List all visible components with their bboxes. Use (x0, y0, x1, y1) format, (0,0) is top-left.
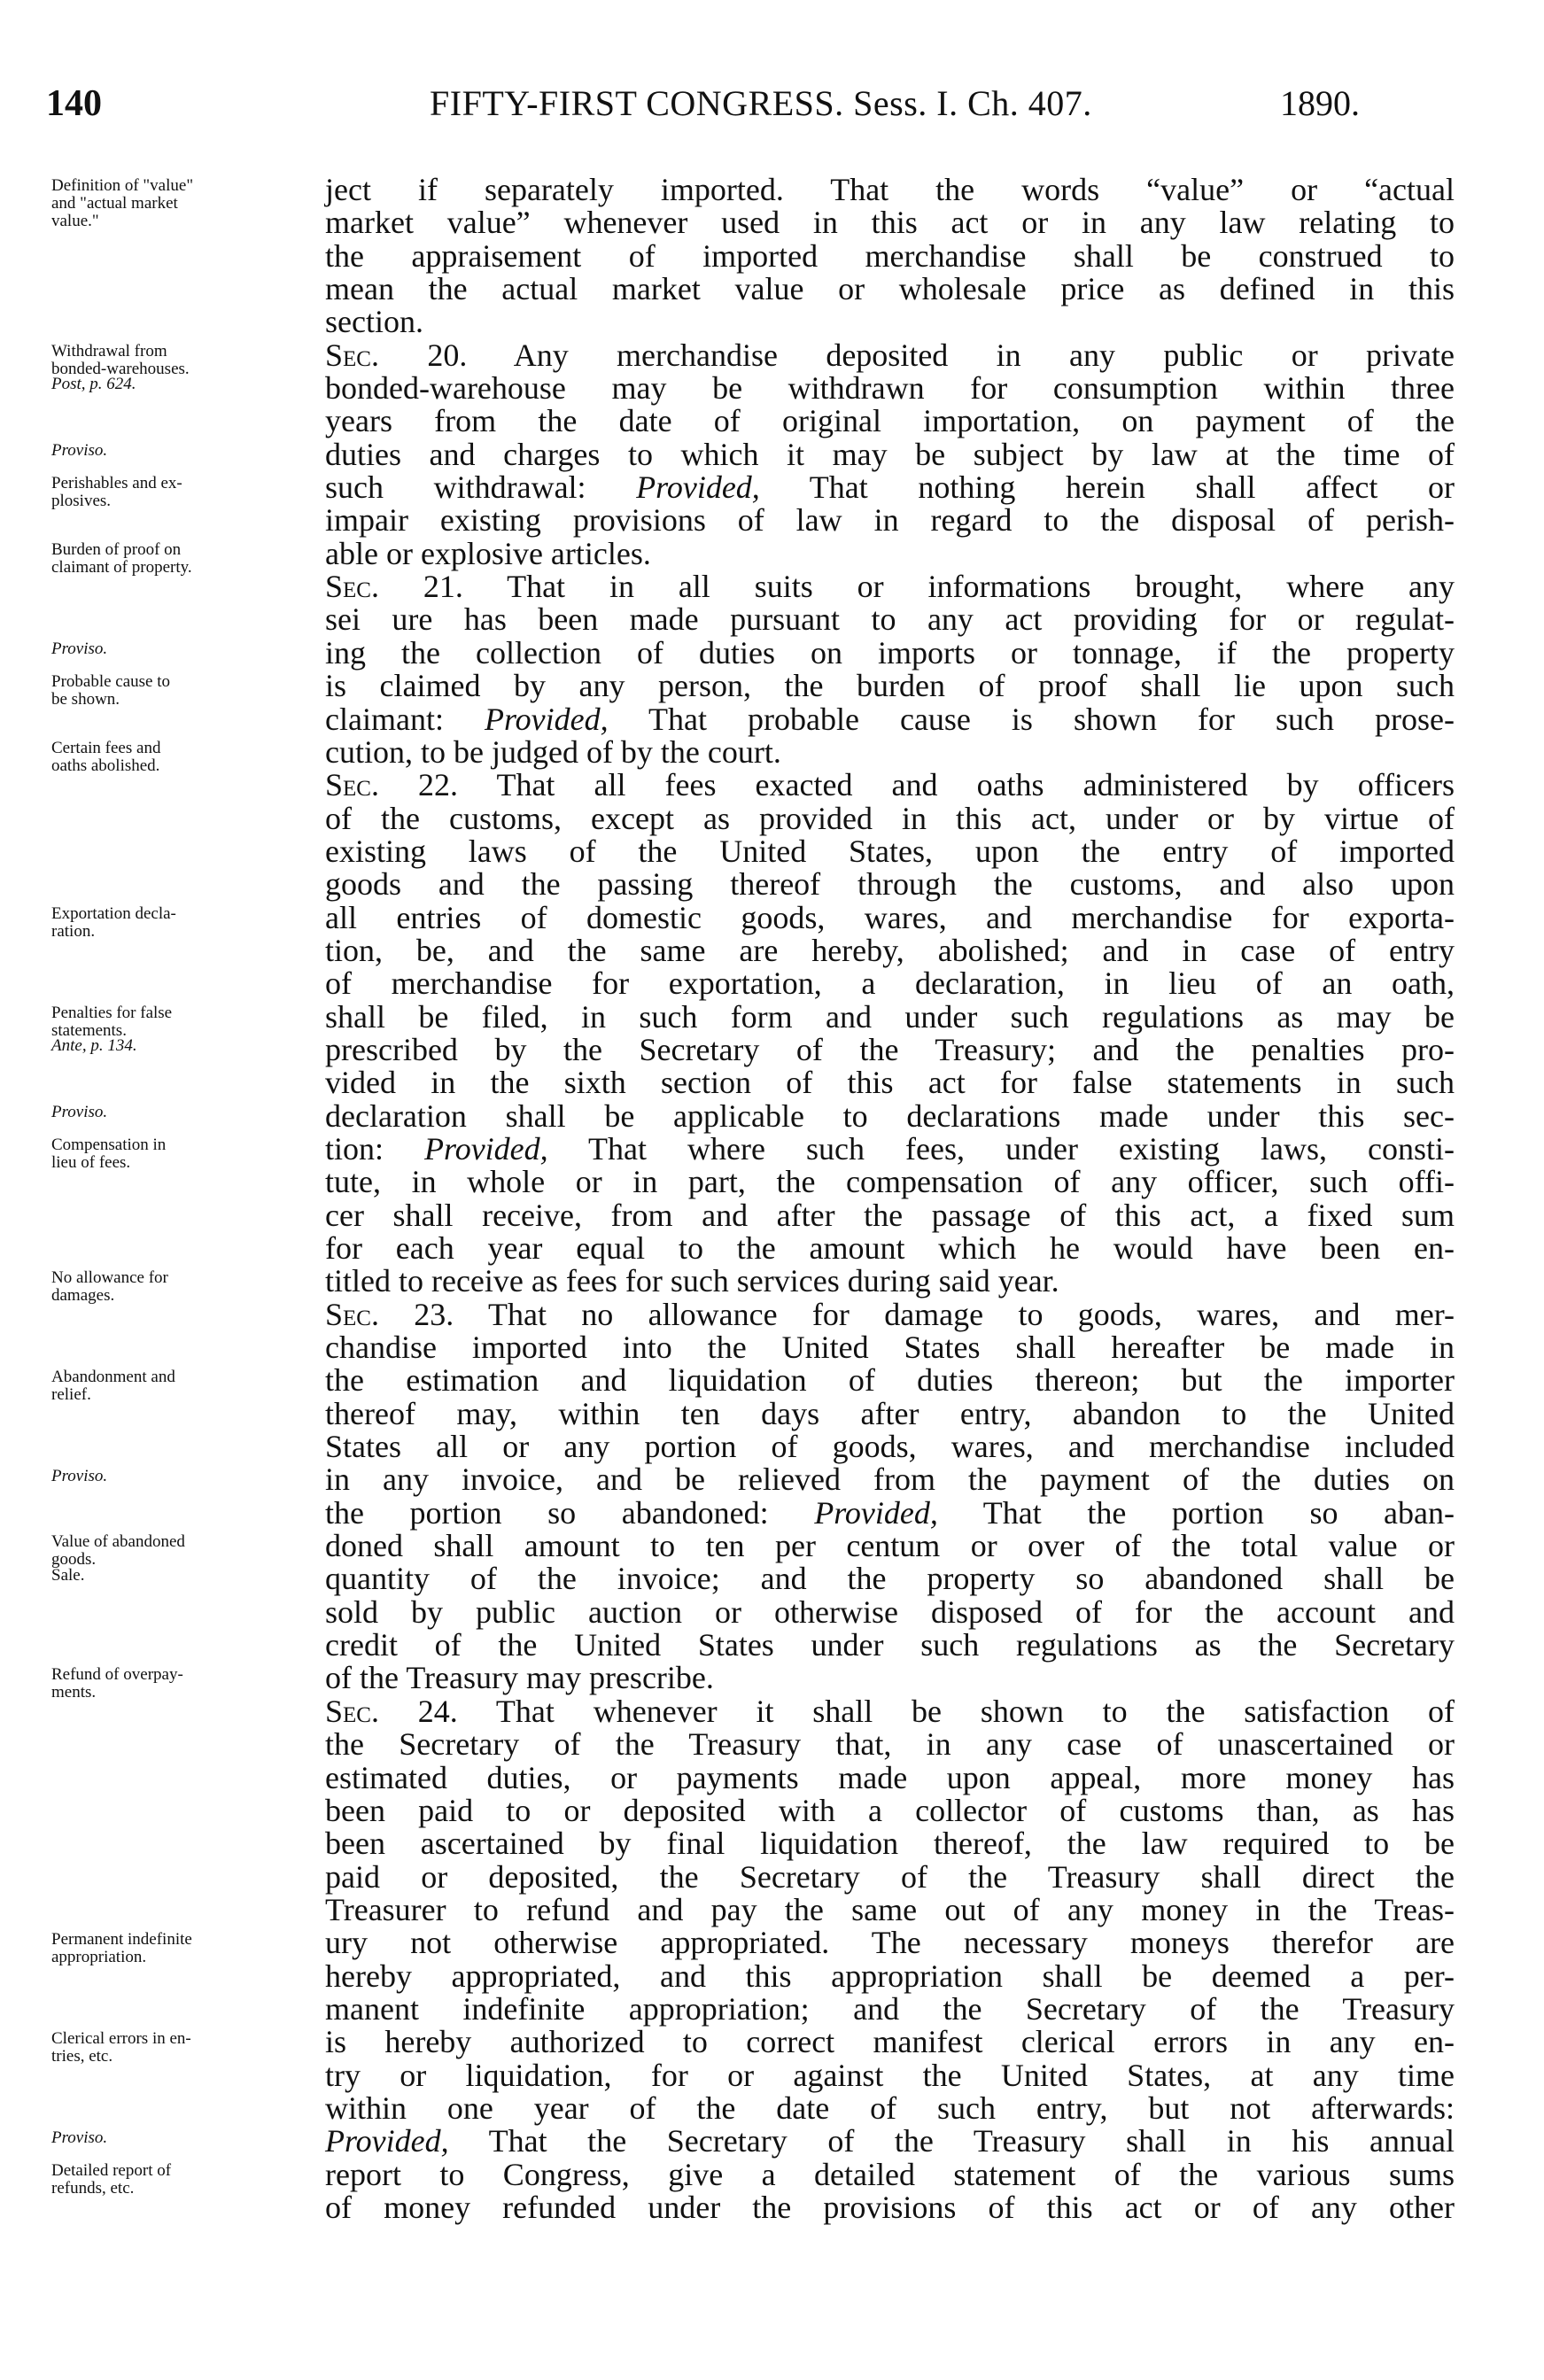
margin-note-line: Proviso. (51, 1466, 108, 1485)
text-line: of the Treasury may prescribe. (325, 1660, 714, 1696)
text-line: of the customs, except as provided in this act, under or by virtue of (325, 800, 1455, 836)
text-line: such withdrawal: Provided, That nothing herein shall affect or (325, 469, 1455, 506)
margin-note-line: relief. (51, 1384, 91, 1404)
margin-note-line: Permanent indefinite (51, 1929, 192, 1949)
text-line: goods and the passing thereof through the customs, and also upon (325, 866, 1455, 903)
text-line: credit of the United States under such regulations as the Secretary (325, 1627, 1455, 1663)
margin-note (51, 376, 317, 393)
margin-note-line: Burden of proof on (51, 539, 182, 559)
margin-note-line: Abandonment and (51, 1367, 175, 1386)
running-head: FIFTY-FIRST CONGRESS. Sess. I. Ch. 407. (430, 83, 1092, 123)
margin-note-line: bonded-warehouses. (51, 359, 190, 378)
margin-note-line: and "actual market (51, 194, 178, 213)
margin-note-line: Compensation in (51, 1136, 167, 1155)
text-line: report to Congress, give a detailed statement of the various sums (325, 2156, 1455, 2192)
margin-note (51, 1931, 317, 1966)
text-line: tute, in whole or in part, the compensation of any officer, such offi- (325, 1164, 1455, 1200)
margin-note (51, 673, 317, 709)
margin-note-line: ration. (51, 921, 96, 941)
text-line: of merchandise for exportation, a declaration, in lieu of an oath, (325, 965, 1455, 1002)
margin-note (51, 2129, 317, 2147)
margin-note-line: statements. (51, 1020, 127, 1040)
margin-note-line: Value of abandoned (51, 1532, 185, 1552)
margin-note-line: Proviso. (51, 2128, 108, 2147)
margin-note-line: Post, p. 624. (51, 375, 136, 394)
text-line: Sec. 20. Any merchandise deposited in any public or private (325, 337, 1455, 373)
text-line: Sec. 23. That no allowance for damage to goods, wares, and mer- (325, 1296, 1455, 1332)
margin-note-line: Penalties for false (51, 1003, 173, 1022)
margin-note-line: plosives. (51, 492, 112, 511)
margin-note (51, 1269, 317, 1305)
margin-note-line: Detailed report of (51, 2161, 172, 2180)
text-line: existing laws of the United States, upon the entry of imported (325, 833, 1455, 869)
text-line: the appraisement of imported merchandise shall be construed to (325, 237, 1455, 274)
margin-note (51, 1533, 317, 1569)
text-line: Sec. 22. That all fees exacted and oaths administered by officers (325, 767, 1455, 803)
running-head-year: 1890. (1280, 83, 1360, 123)
text-line: hereby appropriated, and this appropriation shall be deemed a per- (325, 1957, 1455, 1994)
margin-note-line: claimant of property. (51, 557, 192, 577)
text-line: the portion so abandoned: Provided, That the portion so aban- (325, 1494, 1455, 1531)
text-line: sei ure has been made pursuant to any act providing for or regulat- (325, 601, 1455, 638)
text-line: of money refunded under the provisions of this act or of any other (325, 2189, 1455, 2225)
margin-note-line: damages. (51, 1285, 115, 1305)
statute-text (325, 174, 1455, 2224)
margin-note (51, 1004, 317, 1040)
text-line: paid or deposited, the Secretary of the Treasury shall direct the (325, 1858, 1455, 1895)
text-line: Sec. 24. That whenever it shall be shown to the satisfaction of (325, 1693, 1455, 1729)
text-line: ury not otherwise appropriated. The necessary moneys therefor are (325, 1925, 1455, 1961)
margin-note-line: Refund of overpay- (51, 1664, 183, 1684)
text-line: market value” whenever used in this act or in any law relating to (325, 205, 1455, 241)
margin-note-line: Proviso. (51, 1102, 108, 1121)
margin-note-line: Perishables and ex- (51, 474, 182, 493)
text-line: sold by public auction or otherwise disposed of for the account and (325, 1593, 1455, 1630)
text-line: Treasurer to refund and pay the same out of any money in the Treas- (325, 1891, 1455, 1927)
page-number: 140 (46, 83, 102, 124)
text-line: in any invoice, and be relieved from the payment of the duties on (325, 1461, 1455, 1498)
margin-note (51, 1104, 317, 1121)
text-line: is claimed by any person, the burden of proof shall lie upon such (325, 668, 1455, 704)
margin-note-line: Probable cause to (51, 672, 171, 692)
margin-note (51, 343, 317, 378)
margin-note-line: appropriation. (51, 1947, 147, 1966)
margin-note (51, 177, 317, 230)
text-line: impair existing provisions of law in regard to the disposal of perish- (325, 502, 1455, 539)
margin-note (51, 475, 317, 510)
margin-note (51, 1136, 317, 1172)
margin-note-line: Exportation decla- (51, 903, 176, 923)
text-line: section. (325, 304, 423, 340)
margin-note (51, 2162, 317, 2198)
text-line: duties and charges to which it may be subject by law at the time of (325, 436, 1455, 472)
margin-note (51, 1037, 317, 1055)
text-line: manent indefinite appropriation; and the Secretary of the Treasury (325, 1990, 1455, 2027)
text-line: quantity of the invoice; and the property so abandoned shall be (325, 1561, 1455, 1597)
text-line: Provided, That the Secretary of the Treasury shall in his annual (325, 2123, 1455, 2159)
margin-note-line: value." (51, 212, 99, 230)
margin-note (51, 541, 317, 577)
text-line: able or explosive articles. (325, 535, 651, 571)
margin-note (51, 1567, 317, 1585)
text-line: try or liquidation, for or against the United States, at any time (325, 2057, 1455, 2093)
margin-note-line: Proviso. (51, 440, 108, 460)
text-line: ing the collection of duties on imports or tonnage, if the property (325, 634, 1455, 671)
margin-note (51, 2030, 317, 2066)
margin-note-line: ments. (51, 1682, 97, 1702)
margin-note-line: oaths abolished. (51, 756, 160, 775)
text-line: thereof may, within ten days after entry, abandon to the United (325, 1395, 1455, 1431)
margin-note (51, 905, 317, 941)
text-line: doned shall amount to ten per centum or over of the total value or (325, 1528, 1455, 1564)
text-line: been ascertained by final liquidation thereof, the law required to be (325, 1826, 1455, 1862)
margin-note-line: goods. (51, 1550, 97, 1570)
text-line: titled to receive as fees for such services during said year. (325, 1263, 1059, 1299)
text-line: vided in the sixth section of this act for false statements in such (325, 1065, 1455, 1101)
margin-note-line: lieu of fees. (51, 1153, 131, 1173)
text-line: Sec. 21. That in all suits or informations brought, where any (325, 569, 1455, 605)
margin-note (51, 740, 317, 775)
text-line: declaration shall be applicable to declarations made under this sec- (325, 1097, 1455, 1134)
margin-note-line: No allowance for (51, 1268, 168, 1287)
margin-note-line: Sale. (51, 1565, 85, 1585)
margin-note (51, 1368, 317, 1404)
text-line: cution, to be judged of by the court. (325, 733, 781, 770)
text-line: for each year equal to the amount which he would have been en- (325, 1230, 1455, 1266)
text-line: ject if separately imported. That the words “value” or “actual (325, 172, 1455, 207)
text-line: tion: Provided, That where such fees, under existing laws, consti- (325, 1130, 1455, 1167)
text-line: shall be filed, in such form and under such regulations as may be (325, 998, 1455, 1035)
text-line: chandise imported into the United States shall hereafter be made in (325, 1330, 1455, 1366)
text-line: been paid to or deposited with a collector of customs than, as has (325, 1792, 1455, 1828)
text-line: mean the actual market value or wholesale price as defined in this (325, 271, 1455, 307)
text-line: is hereby authorized to correct manifest clerical errors in any en- (325, 2024, 1455, 2060)
text-line: claimant: Provided, That probable cause is shown for such prose- (325, 701, 1455, 737)
text-line: prescribed by the Secretary of the Treasury; and the penalties pro- (325, 1031, 1455, 1067)
margin-note-line: tries, etc. (51, 2046, 113, 2066)
text-line: States all or any portion of goods, wares, and merchandise included (325, 1429, 1455, 1465)
text-line: years from the date of original importation, on payment of the (325, 403, 1455, 439)
margin-note (51, 1468, 317, 1485)
margin-note (51, 640, 317, 658)
margin-note-line: Certain fees and (51, 738, 161, 757)
text-line: cer shall receive, from and after the passage of this act, a fixed sum (325, 1197, 1455, 1233)
text-line: estimated duties, or payments made upon appeal, more money has (325, 1759, 1455, 1795)
text-line: all entries of domestic goods, wares, and merchandise for exporta- (325, 899, 1455, 935)
margin-note-line: be shown. (51, 690, 120, 709)
margin-note-line: Definition of "value" (51, 176, 194, 195)
margin-note-line: Ante, p. 134. (51, 1036, 137, 1056)
margin-note-line: Clerical errors in en- (51, 2028, 191, 2048)
text-line: the Secretary of the Treasury that, in any case of unascertained or (325, 1726, 1455, 1763)
margin-note (51, 1666, 317, 1702)
text-line: bonded-warehouse may be withdrawn for consumption within three (325, 370, 1455, 407)
margin-note-line: refunds, etc. (51, 2179, 135, 2198)
text-line: tion, be, and the same are hereby, abolished; and in case of entry (325, 932, 1455, 968)
text-line: the estimation and liquidation of duties thereon; but the importer (325, 1362, 1455, 1399)
margin-note-line: Withdrawal from (51, 341, 167, 360)
margin-note (51, 442, 317, 460)
text-line: within one year of the date of such entry, but not afterwards: (325, 2089, 1455, 2126)
margin-note-line: Proviso. (51, 639, 108, 658)
